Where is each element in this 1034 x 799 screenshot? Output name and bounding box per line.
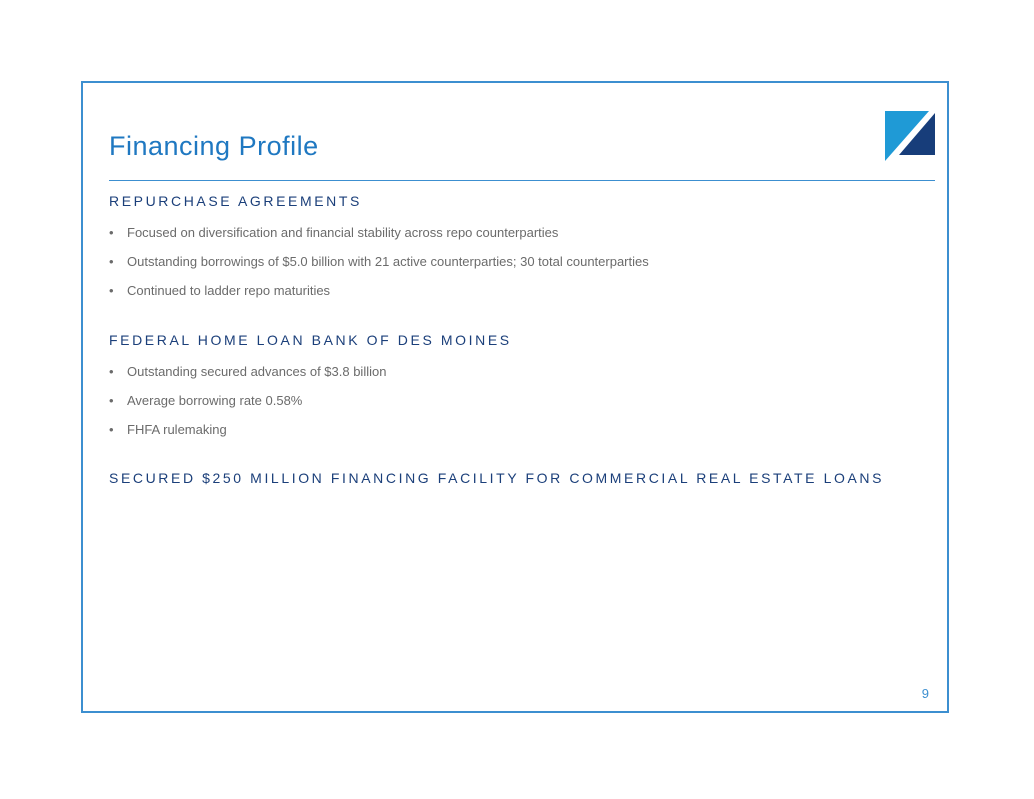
bullet-icon: • [109,283,114,298]
section-cre-financing-facility [109,470,929,486]
company-logo-icon [885,109,935,163]
section-fhlb-des-moines [109,332,929,444]
section-heading: REPURCHASE AGREEMENTS [109,193,362,209]
bullet-icon: • [109,422,114,437]
slide-frame [81,81,949,713]
title-divider [109,180,935,181]
section-repurchase-agreements [109,193,929,305]
bullet-icon: • [109,393,114,408]
bullet-list [109,218,929,305]
bullet-icon: • [109,225,114,240]
list-item: • Average borrowing rate 0.58% [109,386,929,415]
list-item: • Outstanding borrowings of $5.0 billion with 21 active counterparties; 30 total counterparties [109,247,929,276]
list-item: • Focused on diversification and financial stability across repo counterparties [109,218,929,247]
section-heading: SECURED $250 MILLION FINANCING FACILITY FOR COMMERCIAL REAL ESTATE LOANS [109,470,885,486]
list-item: • Continued to ladder repo maturities [109,276,929,305]
list-item: • FHFA rulemaking [109,415,929,444]
page-number: 9 [921,686,929,701]
section-heading: FEDERAL HOME LOAN BANK OF DES MOINES [109,332,512,348]
page-title: Financing Profile [109,131,319,161]
bullet-icon: • [109,364,114,379]
bullet-icon: • [109,254,114,269]
list-item: • Outstanding secured advances of $3.8 billion [109,357,929,386]
bullet-list [109,357,929,444]
